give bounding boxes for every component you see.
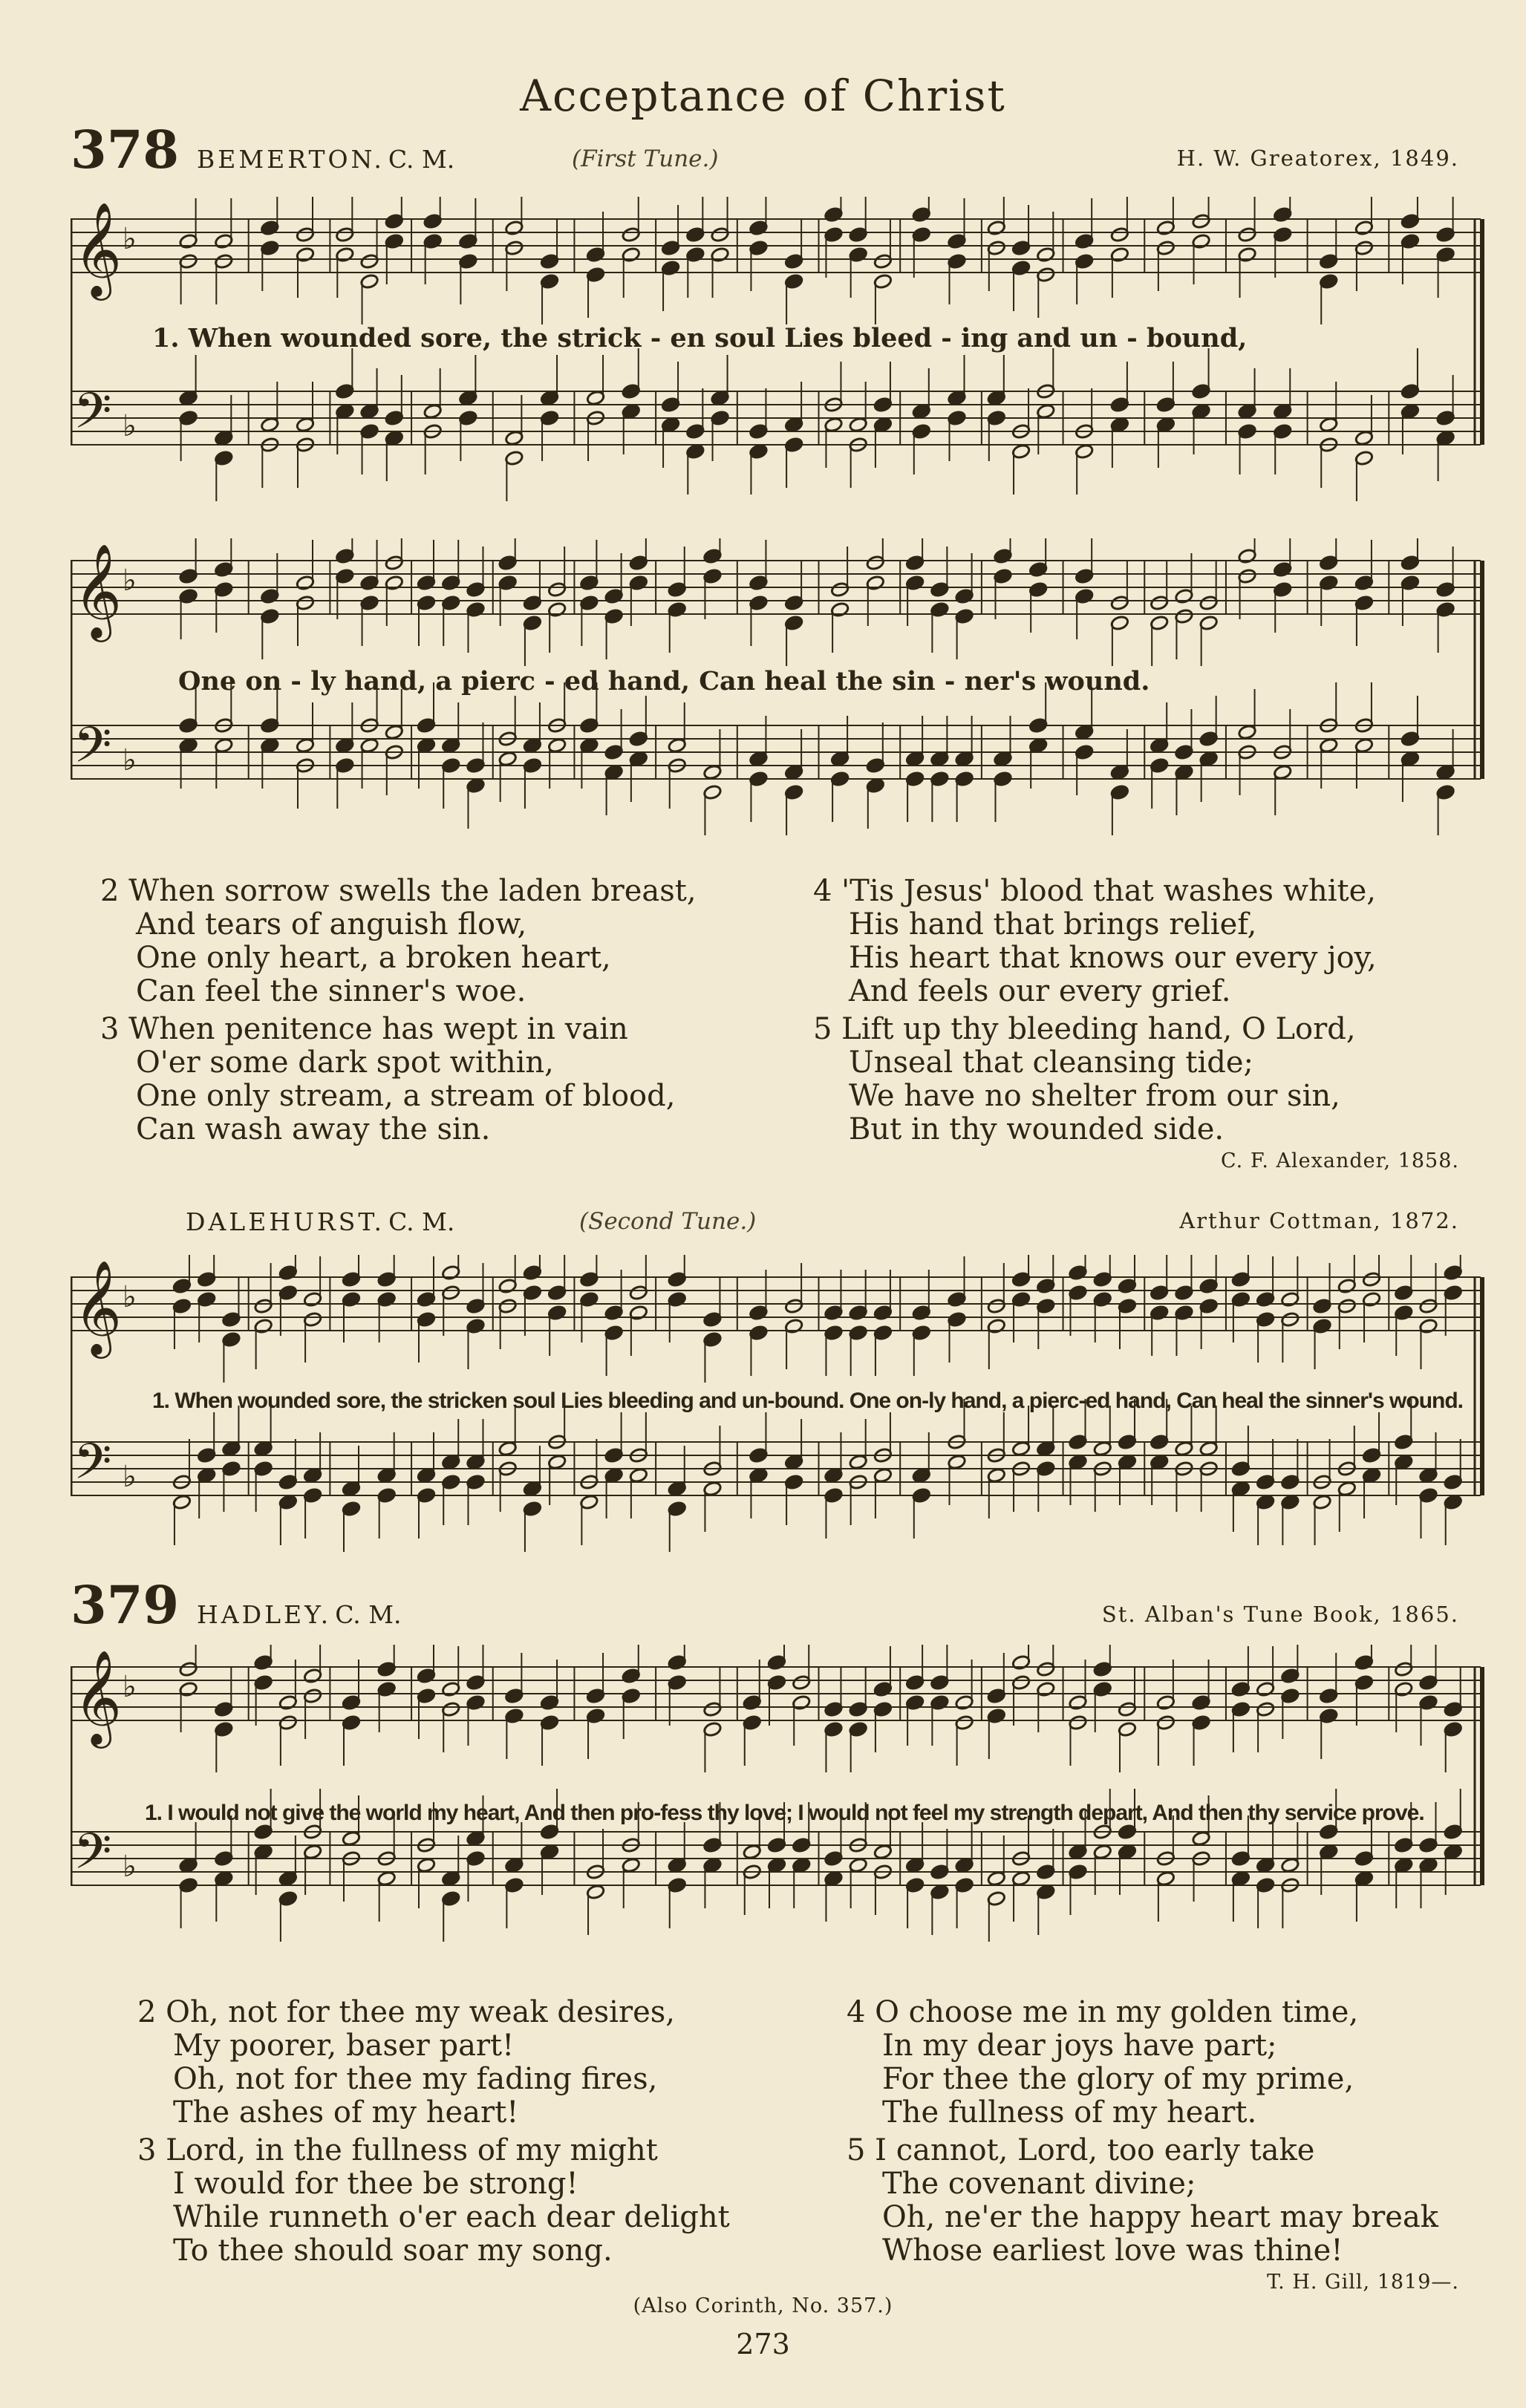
hymn-number: 379	[71, 1574, 180, 1636]
verse-number: 3	[100, 1012, 120, 1046]
verses-right	[847, 1996, 1438, 2272]
verse-line: Oh, not for thee my fading fires,	[173, 2062, 658, 2096]
verse-line: For thee the glory of my prime,	[882, 2062, 1354, 2096]
bass-clef-icon: 𝄢	[74, 382, 112, 451]
verse	[813, 875, 1377, 1008]
flat-icon: ♭	[123, 222, 137, 256]
tune-meter: C. M.	[335, 1600, 402, 1629]
verse-line: While runneth o'er each dear delight	[173, 2200, 730, 2234]
verse-line: One only heart, a broken heart,	[136, 941, 611, 975]
footer-note: (Also Corinth, No. 357.)	[633, 2294, 893, 2317]
verse-number: 5	[813, 1012, 832, 1046]
verse-line: Oh, not for thee my weak desires,	[166, 1995, 675, 2029]
flat-icon: ♭	[123, 1850, 137, 1884]
tune-heading	[186, 1207, 454, 1236]
verse-line: And feels our every grief.	[849, 974, 1231, 1008]
verse-line: One only stream, a stream of blood,	[136, 1079, 676, 1113]
verse	[847, 1996, 1438, 2130]
author-credit: C. F. Alexander, 1858.	[1220, 1149, 1459, 1172]
notes	[179, 1645, 1463, 1942]
grand-staff	[71, 197, 1485, 523]
treble-clef-icon: 𝄞	[74, 1649, 123, 1744]
tune-name: HADLEY.	[197, 1600, 332, 1629]
verse-line: The fullness of my heart.	[882, 2095, 1257, 2130]
verses-left	[137, 1996, 730, 2272]
lyrics-line: One on - ly hand, a pierc - ed hand, Can heal the sin - ner's wound.	[178, 666, 1150, 696]
verse-line: We have no shelter from our sin,	[849, 1079, 1340, 1113]
verse-line: Can feel the sinner's woe.	[136, 974, 526, 1008]
tune-name: DALEHURST.	[186, 1207, 385, 1236]
tune-note: (Second Tune.)	[579, 1208, 757, 1235]
author-credit: T. H. Gill, 1819—.	[1267, 2271, 1459, 2294]
verse-number: 2	[100, 874, 120, 908]
verse-number: 5	[847, 2133, 866, 2167]
verse-line: When sorrow swells the laden breast,	[128, 874, 697, 908]
verse-line: And tears of anguish flow,	[136, 907, 527, 942]
music-system-1	[71, 197, 1485, 523]
flat-icon: ♭	[123, 409, 137, 443]
verse-line: His hand that brings relief,	[849, 907, 1257, 942]
tune-heading	[197, 145, 454, 174]
verse-line: His heart that knows our every joy,	[849, 941, 1377, 975]
verse-line: Whose earliest love was thine!	[882, 2234, 1343, 2268]
flat-icon: ♭	[123, 1670, 137, 1704]
composer: H. W. Greatorex, 1849.	[1176, 146, 1459, 171]
verse-line: Unseal that cleansing tide;	[849, 1045, 1253, 1080]
tune-note: (First Tune.)	[572, 146, 719, 172]
verse-line: The covenant divine;	[882, 2167, 1196, 2201]
composer: St. Alban's Tune Book, 1865.	[1101, 1602, 1459, 1627]
verse-line: I would for thee be strong!	[173, 2167, 578, 2201]
verse-line: Lift up thy bleeding hand, O Lord,	[841, 1012, 1356, 1046]
hymn-number: 378	[71, 119, 180, 180]
tune-name: BEMERTON.	[197, 145, 385, 174]
verses-left	[100, 875, 697, 1151]
verse-line: Can wash away the sin.	[136, 1112, 491, 1146]
bass-clef-icon: 𝄢	[74, 717, 112, 786]
verse-line: When penitence has wept in vain	[128, 1012, 628, 1046]
flat-icon: ♭	[123, 1460, 137, 1494]
verse-number: 3	[137, 2133, 157, 2167]
verse-line: To thee should soar my song.	[173, 2234, 613, 2268]
verse	[137, 2134, 730, 2268]
page-header: Acceptance of Christ	[520, 71, 1006, 121]
verse	[100, 1013, 697, 1146]
verse-line: O choose me in my golden time,	[875, 1995, 1359, 2029]
treble-clef-icon: 𝄞	[74, 201, 123, 296]
verse	[847, 2134, 1438, 2268]
tune-meter: C. M.	[388, 1207, 455, 1236]
verses-right	[813, 875, 1377, 1151]
verse-line: The ashes of my heart!	[173, 2095, 519, 2130]
bass-clef-icon: 𝄢	[74, 1433, 112, 1502]
verse-number: 2	[137, 1995, 157, 2029]
page-number: 273	[736, 2328, 790, 2360]
tune-heading	[197, 1600, 402, 1629]
lyrics-line: 1. When wounded sore, the strick - en soul Lies bleed - ing and un - bound,	[152, 323, 1248, 353]
flat-icon: ♭	[123, 1280, 137, 1314]
verse-line: Lord, in the fullness of my might	[166, 2133, 658, 2167]
verse-line: In my dear joys have part;	[882, 2029, 1277, 2063]
flat-icon: ♭	[123, 564, 137, 598]
treble-clef-icon: 𝄞	[74, 1259, 123, 1354]
flat-icon: ♭	[123, 743, 137, 777]
verse	[100, 875, 697, 1008]
verse-line: But in thy wounded side.	[849, 1112, 1225, 1146]
verse-line: Oh, ne'er the happy heart may break	[882, 2200, 1439, 2234]
verse	[813, 1013, 1377, 1146]
verse	[137, 1996, 730, 2130]
verse-line: 'Tis Jesus' blood that washes white,	[841, 874, 1377, 908]
verse-line: My poorer, baser part!	[173, 2029, 515, 2063]
lyrics-line: 1. I would not give the world my heart, And then pro-fess thy love; I would not feel my strength depart, And then thy service prove.	[145, 1801, 1424, 1825]
bass-clef-icon: 𝄢	[74, 1823, 112, 1892]
lyrics-line: 1. When wounded sore, the stricken soul Lies bleeding and un-bound. One on-ly hand, a pierc-ed hand, Can heal the sinner's wound.	[152, 1389, 1463, 1413]
treble-clef-icon: 𝄞	[74, 543, 123, 638]
verse-number: 4	[847, 1995, 866, 2029]
staff-lines	[71, 1277, 1482, 1495]
composer: Arthur Cottman, 1872.	[1179, 1208, 1459, 1233]
verse-number: 4	[813, 874, 832, 908]
verse-line: O'er some dark spot within,	[136, 1045, 554, 1080]
tune-meter: C. M.	[388, 145, 455, 174]
verse-line: I cannot, Lord, too early take	[875, 2133, 1315, 2167]
